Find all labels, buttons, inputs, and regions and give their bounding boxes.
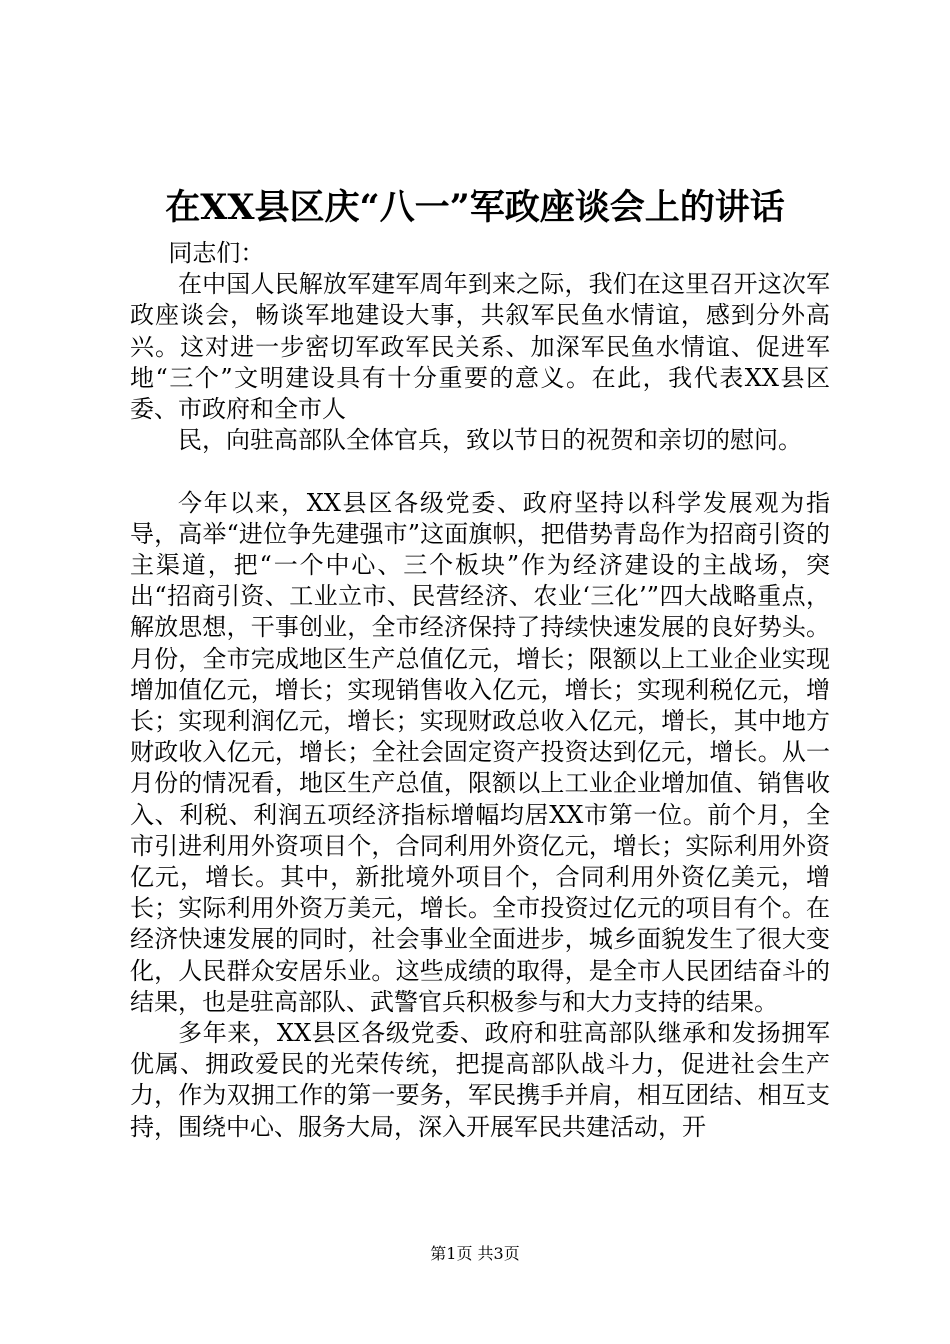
page-footer: 第1页 共3页 [430, 1244, 520, 1263]
paragraph-2: 民，向驻高部队全体官兵，致以节日的祝贺和亲切的慰问。 [178, 426, 802, 455]
paragraph-3: 今年以来，XX县区各级党委、政府坚持以科学发展观为指导，高举“进位争先建强市”这面旗帜，把借势青岛作为招商引资的主渠道，把“一个中心、三个板块”作为经济建设的主战场，突出“招商引资、工业立市、民营经济、农业‘三化’”四大战略重点，解放思想，干事创业，全市经济保持了持续快速发展的良好势头。月份，全市完成地区生产总值亿元，增长；限额以上工业企业实现增加值亿元，增长；实现销售收入亿元，增长；实现利税亿元，增长；实现利润亿元，增长；实现财政总收入亿元，增长，其中地方财政收入亿元，增长；全社会固定资产投资达到亿元，增长。从一月份的情况看，地区生产总值，限额以上工业企业增加值、销售收入、利税、利润五项经济指标增幅均居XX市第一位。前个月，全市引进利用外资项目个，合同利用外资亿元，增长；实际利用外资亿元，增长。其中，新批境外项目个，合同利用外资亿美元，增长；实际利用外资万美元，增长。全市投资过亿元的项目有个。在经济快速发展的同时，社会事业全面进步，城乡面貌发生了很大变化，人民群众安居乐业。这些成绩的取得，是全市人民团结奋斗的结果，也是驻高部队、武警官兵积极参与和大力支持的结果。 [130, 488, 830, 1016]
document-body [130, 238, 830, 1143]
document-title: 在XX县区庆“八一”军政座谈会上的讲话 [165, 187, 785, 228]
paragraph-4: 多年来，XX县区各级党委、政府和驻高部队继承和发扬拥军优属、拥政爱民的光荣传统，把提高部队战斗力，促进社会生产力，作为双拥工作的第一要务，军民携手并肩，相互团结、相互支持，围绕中心、服务大局，深入开展军民共建活动，开 [130, 1019, 830, 1141]
salutation: 同志们： [168, 239, 265, 267]
paragraph-1: 在中国人民解放军建军周年到来之际，我们在这里召开这次军政座谈会，畅谈军地建设大事，共叙军民鱼水情谊，感到分外高兴。这对进一步密切军政军民关系、加深军民鱼水情谊、促进军地“三个”文明建设具有十分重要的意义。在此，我代表XX县区委、市政府和全市人 [130, 270, 830, 424]
